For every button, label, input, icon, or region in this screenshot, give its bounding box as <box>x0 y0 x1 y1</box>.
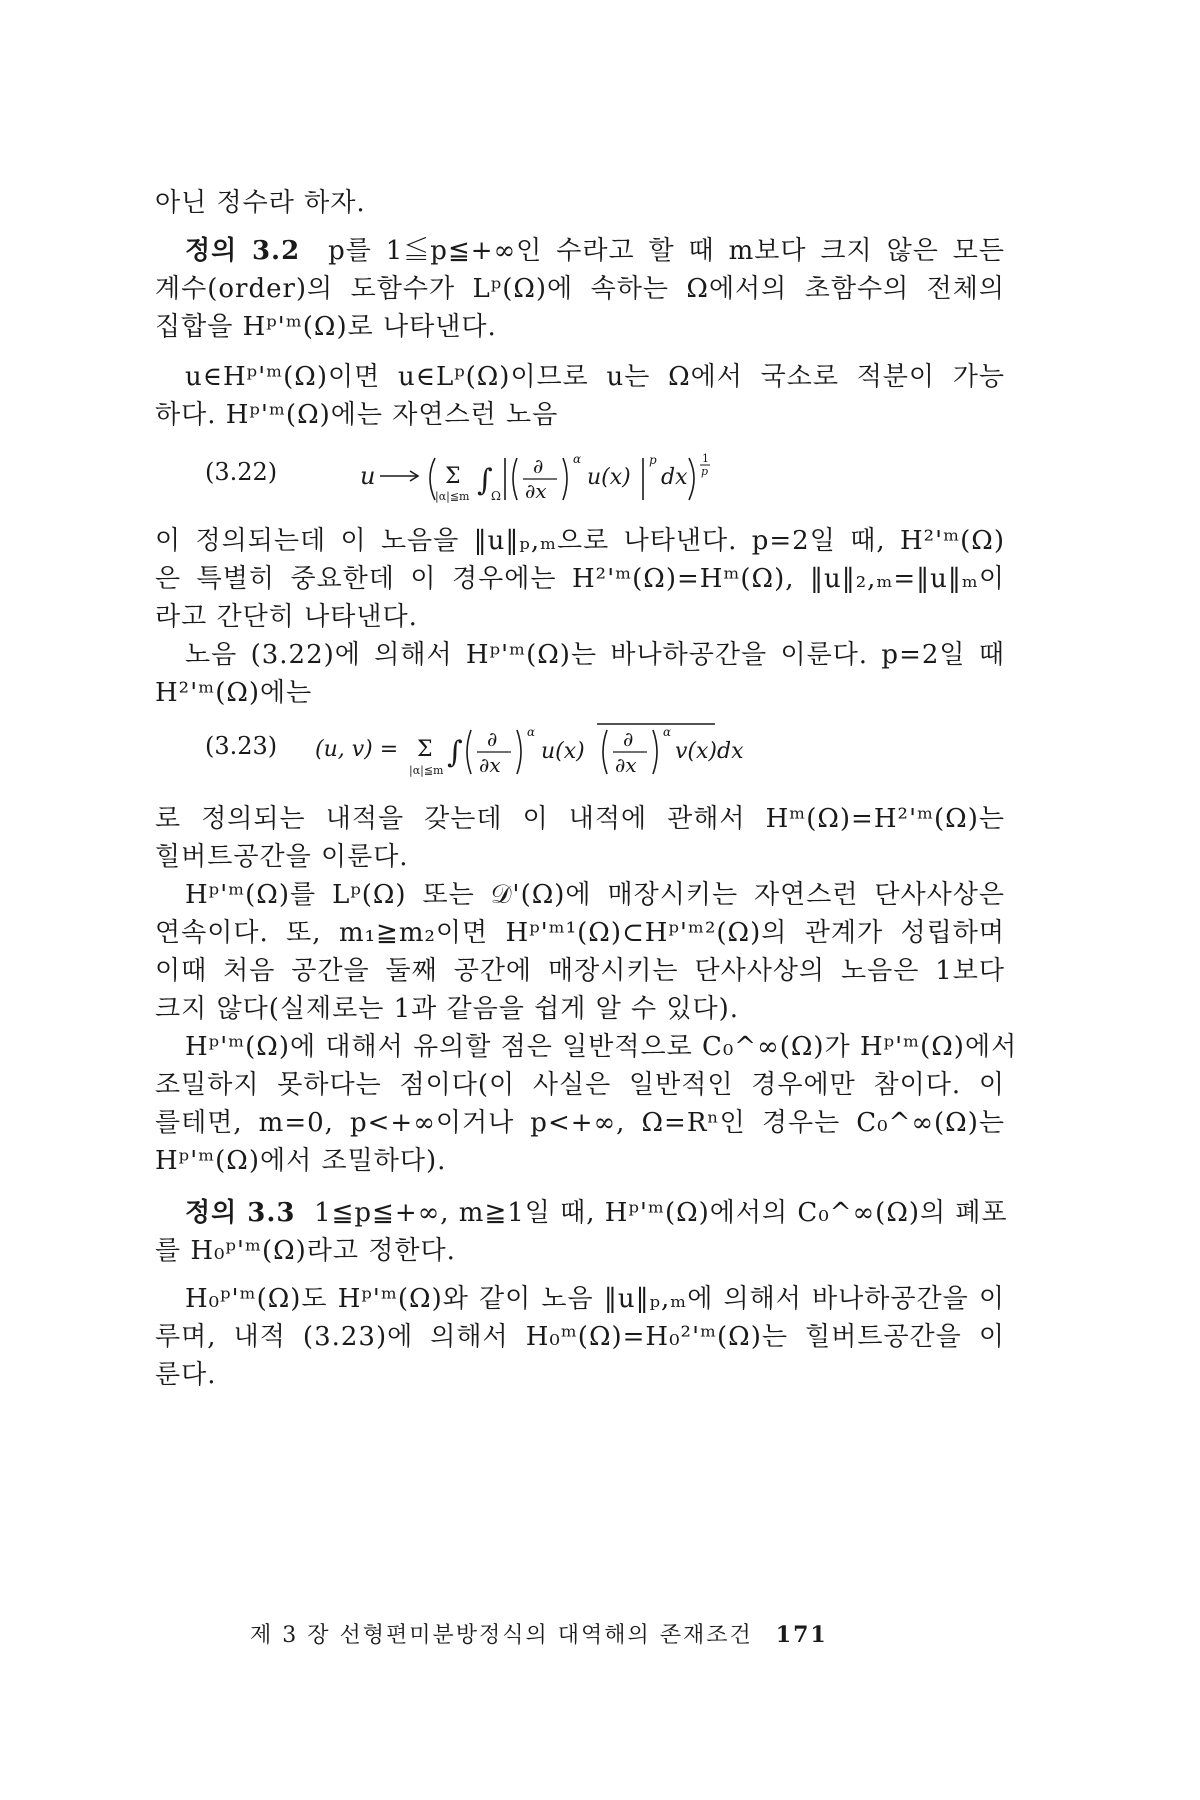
paragraph-line: 집합을 Hᵖ'ᵐ(Ω)로 나타낸다. <box>155 312 497 342</box>
paragraph-line: 아닌 정수라 하자. <box>155 188 366 218</box>
exponent-denominator: p <box>701 465 709 478</box>
paragraph-line: 를테면, m=0, p<+∞이거나 p<+∞, Ω=Rⁿ인 경우는 C₀^∞(Ω)는 <box>155 1108 1005 1138</box>
right-paren <box>689 458 694 500</box>
definition-3-2-line <box>155 232 1005 270</box>
eq-lhs: (u, v) = <box>315 737 399 762</box>
alpha-exponent-2: α <box>663 725 672 739</box>
paragraph-line: 노음 (3.22)에 의해서 Hᵖ'ᵐ(Ω)는 바나하공간을 이룬다. p=2일 때 <box>185 640 1005 670</box>
paragraph-line: Hᵖ'ᵐ(Ω)에 대해서 유의할 점은 일반적으로 C₀^∞(Ω)가 Hᵖ'ᵐ(Ω)에서 <box>185 1032 1018 1062</box>
definition-3-3-line <box>155 1194 1008 1232</box>
equation-3-23-formula <box>155 712 1005 792</box>
inner-right-paren <box>563 458 567 500</box>
right-paren-1 <box>517 730 521 774</box>
paragraph-line: 계수(order)의 도함수가 Lᵖ(Ω)에 속하는 Ω에서의 초함수의 전체의 <box>155 274 1005 304</box>
function-term: u(x) <box>587 465 631 490</box>
paragraph-text: 1≦p≦+∞, m≧1일 때, Hᵖ'ᵐ(Ω)에서의 C₀^∞(Ω)의 폐포 <box>314 1198 1008 1228</box>
paragraph-line: H₀ᵖ'ᵐ(Ω)도 Hᵖ'ᵐ(Ω)와 같이 노음 ‖u‖ₚ,ₘ에 의해서 바나하공간을 이 <box>185 1284 1005 1314</box>
right-paren-2 <box>653 730 657 774</box>
equation-3-22 <box>155 438 1005 518</box>
function-term-1: u(x) <box>541 739 585 764</box>
sum-index: |α|≦m <box>409 764 444 777</box>
p-exponent: p <box>649 453 657 467</box>
integral-symbol: ∫ <box>447 735 463 770</box>
paragraph-line: 은 특별히 중요한데 이 경우에는 H²'ᵐ(Ω)=Hᵐ(Ω), ‖u‖₂,ₘ=‖u‖ₘ이 <box>155 564 1005 594</box>
running-footer <box>250 1618 828 1649</box>
left-paren-2 <box>603 730 607 774</box>
integral-domain: Ω <box>491 489 501 503</box>
partial-denominator: ∂x <box>525 479 547 503</box>
chapter-title: 제 3 장 선형편미분방정식의 대역해의 존재조건 <box>250 1623 753 1648</box>
paragraph-line: 룬다. <box>155 1360 217 1390</box>
alpha-exponent-1: α <box>527 725 536 739</box>
partial-numerator-1: ∂ <box>487 727 498 751</box>
partial-numerator: ∂ <box>533 454 544 478</box>
paragraph-line: 로 정의되는 내적을 갖는데 이 내적에 관해서 Hᵐ(Ω)=H²'ᵐ(Ω)는 <box>155 804 1005 834</box>
paragraph-line: H²'ᵐ(Ω)에는 <box>155 678 313 708</box>
equation-3-22-formula <box>155 438 1005 518</box>
definition-label: 정의 3.3 <box>185 1198 296 1228</box>
equation-number: (3.23) <box>205 732 278 760</box>
partial-denominator-1: ∂x <box>479 753 501 777</box>
equation-3-23 <box>155 712 1005 792</box>
paragraph-line: Hᵖ'ᵐ(Ω)에서 조밀하다). <box>155 1146 447 1176</box>
integral-symbol: ∫ <box>477 463 493 498</box>
paragraph-text: p를 1≦p≦+∞인 수라고 할 때 m보다 크지 않은 모든 <box>328 236 1005 266</box>
paragraph-line: 조밀하지 못하다는 점이다(이 사실은 일반적인 경우에만 참이다. 이 <box>155 1070 1005 1100</box>
left-paren-1 <box>467 730 471 774</box>
sum-symbol: Σ <box>417 737 433 762</box>
paragraph-line: 이 정의되는데 이 노음을 ‖u‖ₚ,ₘ으로 나타낸다. p=2일 때, H²'ᵐ(Ω) <box>155 526 1005 556</box>
paragraph-line: 힐버트공간을 이룬다. <box>155 842 409 872</box>
definition-label: 정의 3.2 <box>185 236 301 266</box>
paragraph-line: 하다. Hᵖ'ᵐ(Ω)에는 자연스런 노음 <box>155 400 559 430</box>
sum-index: |α|≦m <box>435 490 470 503</box>
paragraph-line: 이때 처음 공간을 둘째 공간에 매장시키는 단사사상의 노음은 1보다 <box>155 956 1005 986</box>
paragraph-line: 를 H₀ᵖ'ᵐ(Ω)라고 정한다. <box>155 1236 456 1266</box>
equation-number: (3.22) <box>205 458 278 486</box>
differential: dx <box>661 465 688 490</box>
partial-denominator-2: ∂x <box>615 753 637 777</box>
paragraph-line: Hᵖ'ᵐ(Ω)를 Lᵖ(Ω) 또는 𝒟'(Ω)에 매장시키는 자연스런 단사사상은 <box>185 880 1005 910</box>
sum-symbol: Σ <box>445 464 461 489</box>
exponent-numerator: 1 <box>702 452 709 465</box>
paragraph-line: 연속이다. 또, m₁≧m₂이면 Hᵖ'ᵐ¹(Ω)⊂Hᵖ'ᵐ²(Ω)의 관계가 성립하며 <box>155 918 1005 948</box>
paragraph-line: 라고 간단히 나타낸다. <box>155 602 418 632</box>
page-number: 171 <box>775 1622 828 1648</box>
partial-numerator-2: ∂ <box>623 727 634 751</box>
document-page <box>155 0 1018 1800</box>
paragraph-line: u∈Hᵖ'ᵐ(Ω)이면 u∈Lᵖ(Ω)이므로 u는 Ω에서 국소로 적분이 가능 <box>185 362 1005 392</box>
paragraph-line: 루며, 내적 (3.23)에 의해서 H₀ᵐ(Ω)=H₀²'ᵐ(Ω)는 힐버트공간을 이 <box>155 1322 1005 1352</box>
function-term-2: v(x)dx <box>675 739 744 764</box>
paragraph-line: 크지 않다(실제로는 1과 같음을 쉽게 알 수 있다). <box>155 994 740 1024</box>
inner-left-paren <box>513 458 517 500</box>
eq-lhs: u <box>360 462 376 490</box>
alpha-exponent: α <box>573 452 582 466</box>
